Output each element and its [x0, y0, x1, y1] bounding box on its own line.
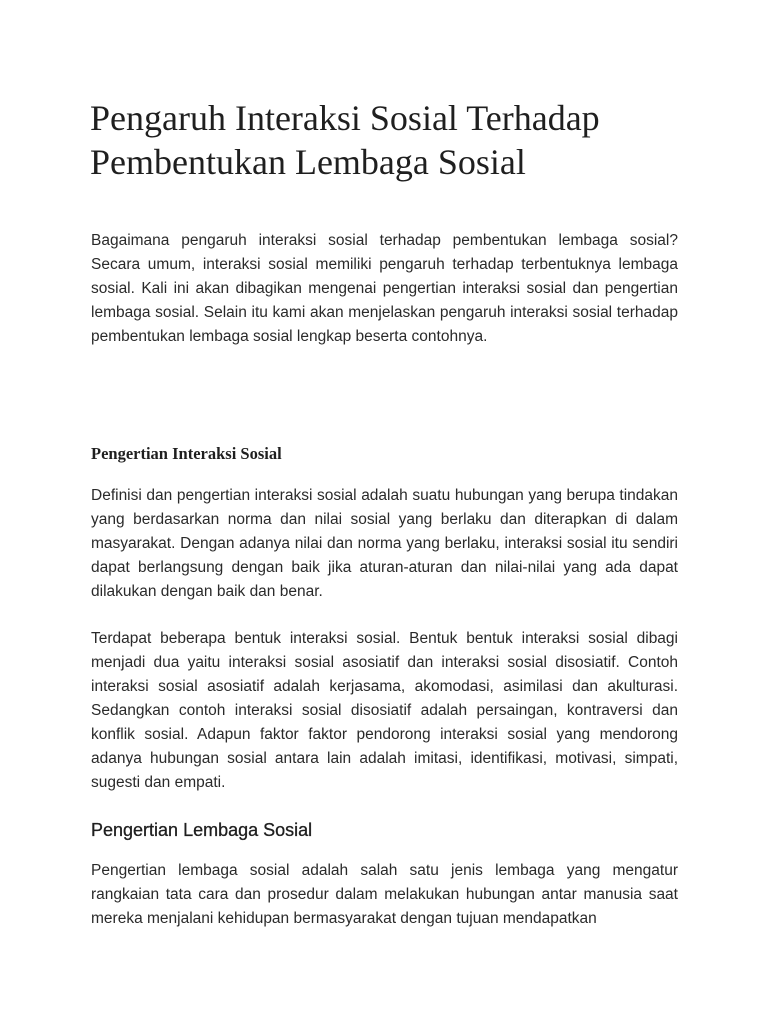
section-heading-lembaga-sosial: Pengertian Lembaga Sosial	[91, 820, 313, 840]
section-heading-interaksi-sosial: Pengertian Interaksi Sosial	[91, 444, 282, 463]
intro-paragraph: Bagaimana pengaruh interaksi sosial terhadap pembentukan lembaga sosial? Secara umum, interaksi sosial memiliki pengaruh terhadap terbentuknya lembaga sosial. Kali ini akan dibagikan mengenai pengertian interaksi sosial dan pengertian lembaga sosial. Selain itu kami akan menjelaskan pengaruh interaksi sosial terhadap pembentukan lembaga sosial lengkap beserta contohnya.	[91, 232, 678, 345]
definition-paragraph: Definisi dan pengertian interaksi sosial adalah suatu hubungan yang berupa tindakan yang berdasarkan norma dan nilai sosial yang berlaku dan diterapkan di dalam masyarakat. Dengan adanya nilai dan norma yang berlaku, interaksi sosial itu sendiri dapat berlangsung dengan baik jika aturan-aturan dan nilai-nilai yang ada dapat dilakukan dengan baik dan benar.	[91, 487, 678, 600]
document-title: Pengaruh Interaksi Sosial Terhadap Pembentukan Lembaga Sosial	[90, 98, 600, 182]
forms-paragraph: Terdapat beberapa bentuk interaksi sosial. Bentuk bentuk interaksi sosial dibagi menjadi dua yaitu interaksi sosial asosiatif dan interaksi sosial disosiatif. Contoh interaksi sosial asosiatif adalah kerjasama, akomodasi, asimilasi dan akulturasi. Sedangkan contoh interaksi sosial disosiatif adalah persaingan, kontraversi dan konflik sosial. Adapun faktor faktor pendorong interaksi sosial yang mendorong adanya hubungan sosial antara lain adalah imitasi, identifikasi, motivasi, simpati, sugesti dan empati.	[91, 630, 678, 791]
lembaga-definition-paragraph: Pengertian lembaga sosial adalah salah satu jenis lembaga yang mengatur rangkaian tata cara dan prosedur dalam melakukan hubungan antar manusia saat mereka menjalani kehidupan bermasyarakat dengan tujuan mendapatkan	[91, 862, 678, 927]
